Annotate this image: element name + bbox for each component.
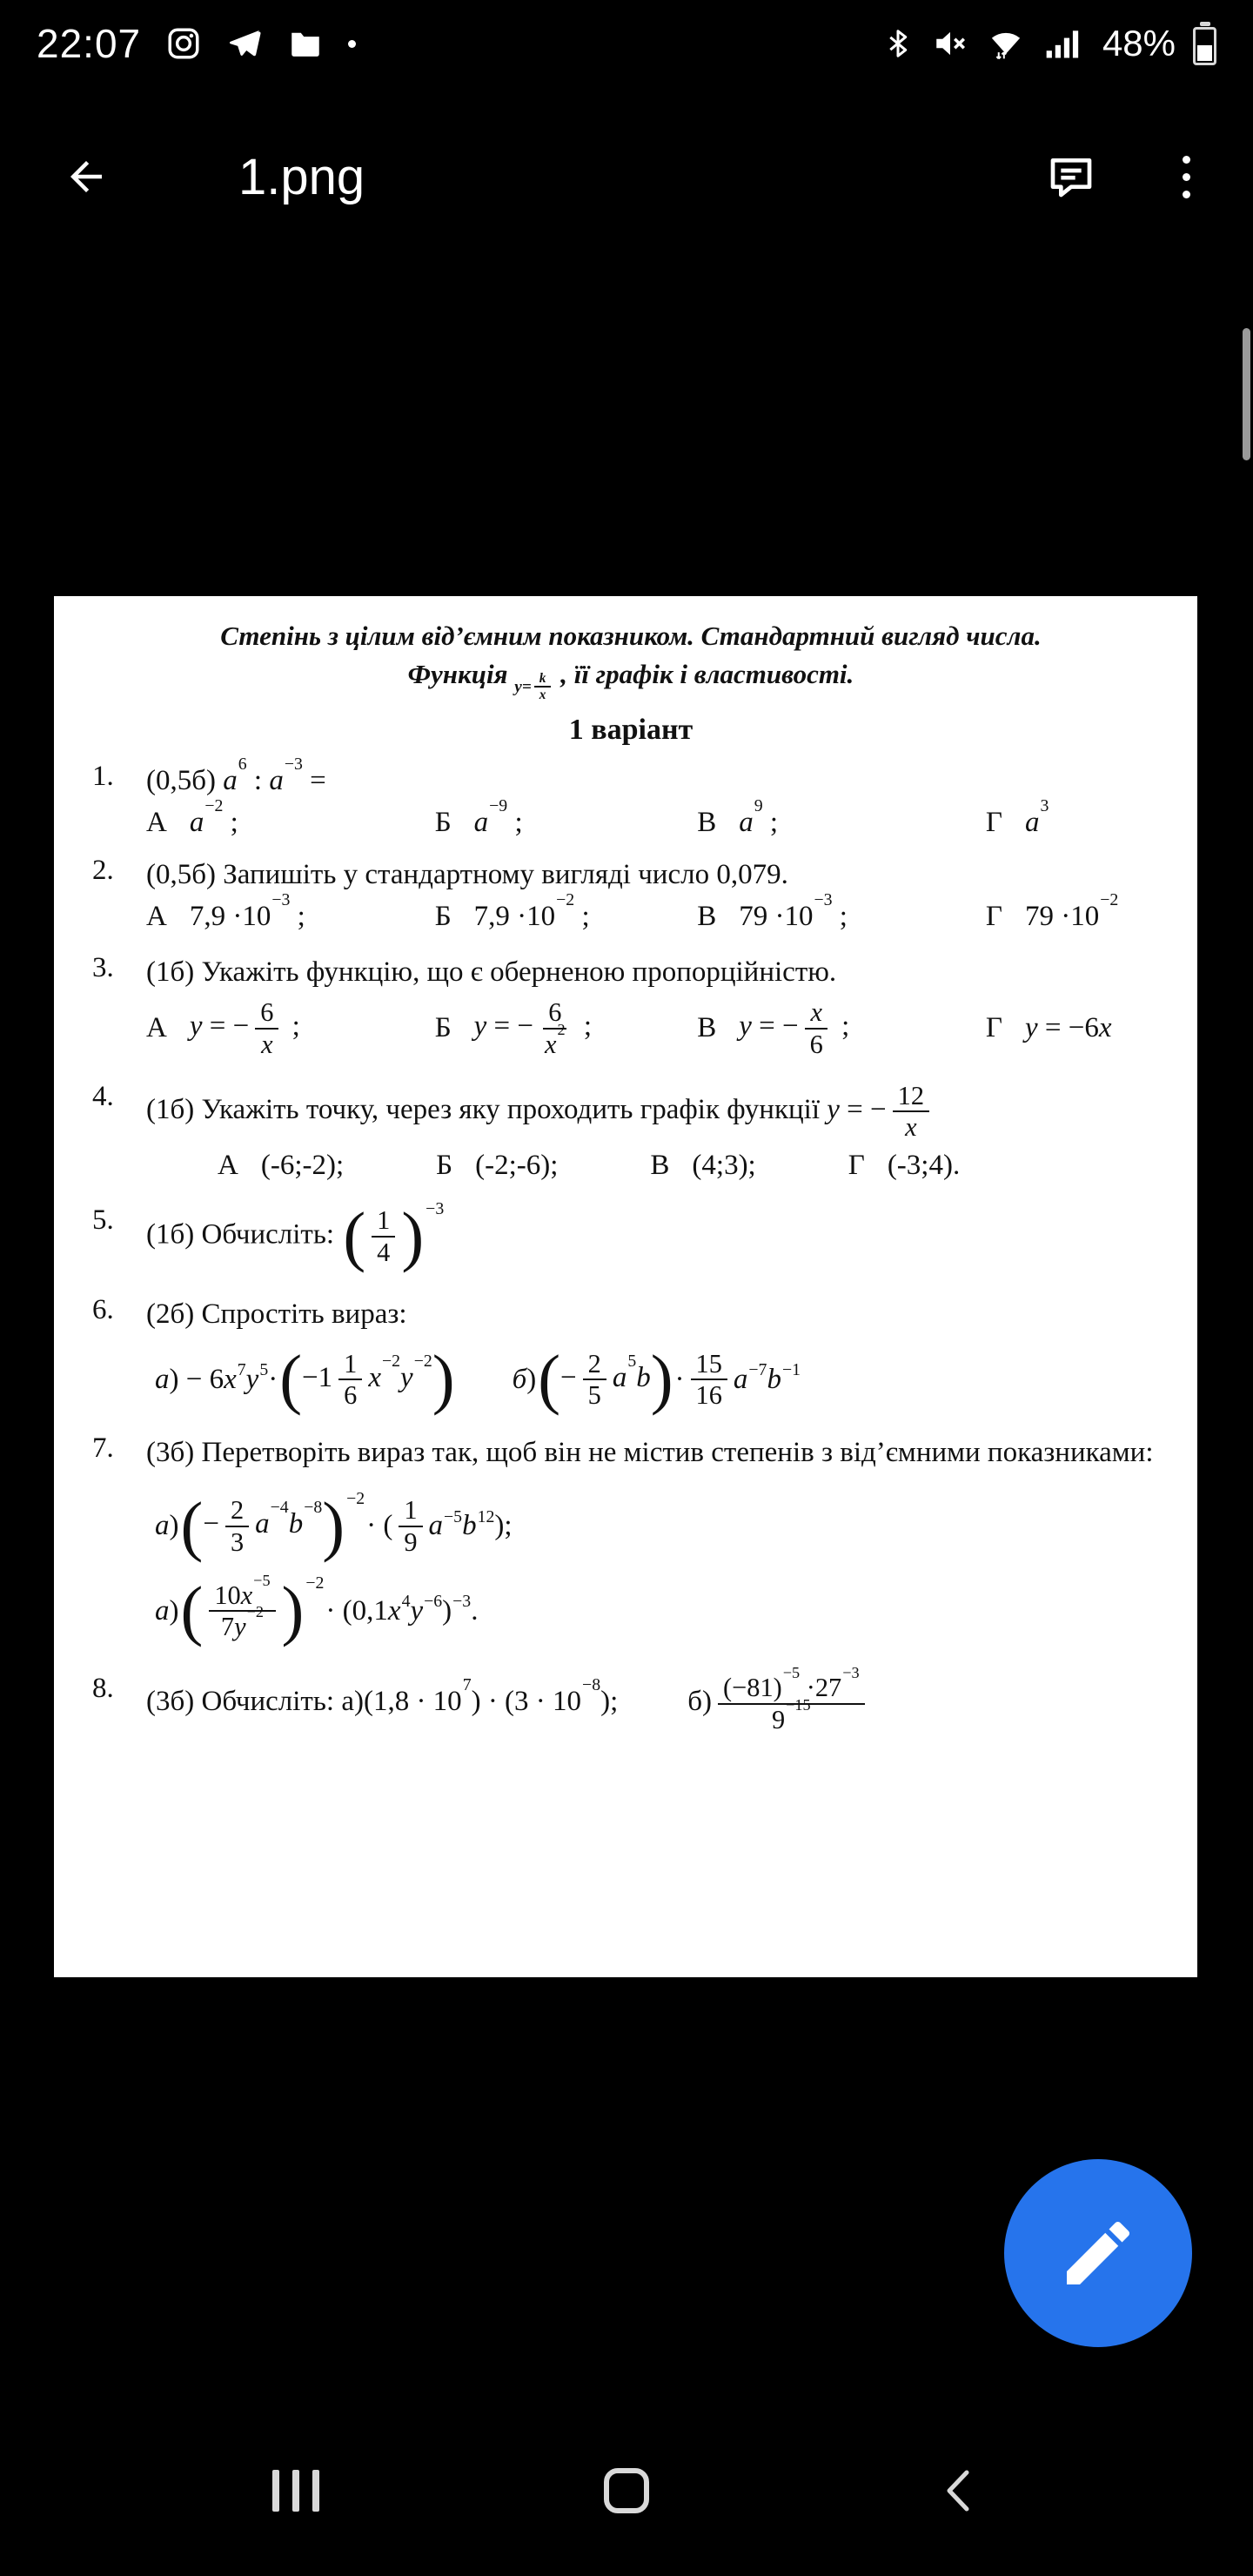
- question-body: [146, 754, 1169, 839]
- option-expression: y = − $\frac{x}{6}$ ;: [739, 997, 850, 1059]
- paren-group: ( −1 $\frac{1}{6}$ $x^{-2}y^{-2}$ ): [279, 1341, 455, 1417]
- option-label: В: [697, 1012, 717, 1044]
- paren-group: ( − $\frac{2}{5}$ $a^5b$ ): [538, 1341, 673, 1417]
- navigation-bar: [0, 2423, 1253, 2559]
- status-right: [881, 22, 1216, 65]
- question-row: [92, 754, 1169, 839]
- title-function-formula: y = $\frac{k}{x}$: [514, 671, 553, 703]
- option-label: А: [146, 900, 167, 932]
- home-icon[interactable]: [604, 2468, 649, 2513]
- question-body: [146, 1081, 1169, 1182]
- status-time: 22:07: [37, 21, 142, 66]
- options-row: [146, 889, 1169, 933]
- question-row: [92, 1197, 1169, 1273]
- option: [697, 889, 986, 933]
- title-suffix: , її графік і властивості.: [553, 659, 854, 690]
- option: [434, 795, 698, 839]
- wifi-icon: [986, 24, 1026, 63]
- fraction: $\frac{6}{x}$: [255, 997, 278, 1059]
- option-label: В: [697, 806, 717, 838]
- option: [146, 795, 435, 839]
- option-label: Б: [434, 900, 452, 932]
- status-left: [37, 20, 356, 67]
- option-label: Г: [985, 1012, 1002, 1044]
- option-expression: (-6;-2);: [260, 1149, 345, 1181]
- question-row: [92, 1664, 1169, 1734]
- question-number: 3.: [92, 951, 114, 983]
- option-expression: $a^9$ ;: [739, 795, 779, 838]
- variant-heading: 1 варіант: [568, 713, 694, 746]
- file-title: 1.png: [238, 148, 365, 205]
- option-label: А: [146, 1012, 167, 1044]
- option-expression: $a^3$: [1025, 795, 1049, 838]
- files-icon: [287, 25, 324, 62]
- option: [435, 997, 698, 1059]
- fraction: $\frac{12}{x}$: [893, 1081, 929, 1143]
- option-expression: (4;3);: [692, 1149, 756, 1181]
- question-body: [146, 952, 1169, 1060]
- battery-percent: 48%: [1102, 23, 1176, 64]
- option-label: Г: [985, 806, 1002, 838]
- question-stem: (0,5б) Запишіть у стандартному вигляді число 0,079.: [146, 858, 788, 890]
- question-stem: (2б) Спростіть вираз:: [146, 1298, 407, 1331]
- document-title-line2: [92, 655, 1169, 703]
- fraction: $\frac{1}{6}$: [338, 1349, 362, 1411]
- document-title-line1: Степінь з цілим від’ємним показником. Стандартний вигляд числа.: [220, 621, 1042, 651]
- math-expression: а ) − 6 x $^7$ y $^5$ · ( −1 $\frac{1}{6}$ $x^{-2}y^{-2}$ ) б ) ( − $\frac{2}{5}$ $a^5b$ ) · $\frac{15}{16}$ a $^{-7}$ b $^{-1}$: [155, 1341, 801, 1417]
- option-label: А: [146, 806, 167, 838]
- question-number: 5.: [92, 1204, 114, 1236]
- options-row: [146, 795, 1169, 839]
- fraction: $\frac{2}{5}$: [583, 1349, 606, 1411]
- question-body: [146, 1197, 1169, 1273]
- option: [986, 1012, 1169, 1044]
- question-number: 8.: [92, 1673, 114, 1705]
- question-stem: (1б) Укажіть точку, через яку проходить графік функції y = − $\frac{12}{x}$: [146, 1081, 1169, 1143]
- option-label: Г: [985, 900, 1002, 932]
- document-title: [92, 617, 1169, 703]
- math-expression: а ) ( − $\frac{2}{3}$ $a^{-4}b^{-8}$ ) $^{-2}$ · ( $\frac{1}{9}$ a $^{-5}$ b $^{12}$ );: [155, 1487, 513, 1563]
- option-expression: $79 \cdot 10^{-2}$: [1025, 889, 1119, 932]
- option: [218, 1150, 344, 1182]
- recents-icon[interactable]: [272, 2470, 319, 2512]
- fraction: $\frac{1}{4}$: [372, 1205, 395, 1267]
- question-number: 6.: [92, 1294, 114, 1326]
- option: [650, 1150, 755, 1182]
- question-row: [92, 952, 1169, 1060]
- option-expression: $7,9 \cdot 10^{-3}$ ;: [189, 889, 305, 932]
- question-body: [146, 855, 1169, 933]
- fraction: $\frac{15}{16}$: [691, 1349, 727, 1411]
- question-row: [92, 1432, 1169, 1648]
- option-expression: (-2;-6);: [475, 1149, 559, 1181]
- question-row: [92, 855, 1169, 933]
- question-number: 2.: [92, 854, 114, 886]
- fraction: $\frac{2}{3}$: [225, 1495, 249, 1557]
- question-stem: (1б) Обчисліть: ( $\frac{1}{4}$ ) $^{-3}$: [146, 1197, 445, 1273]
- paren-group: ( − $\frac{2}{3}$ $a^{-4}b^{-8}$ ) $^{-2}$: [180, 1487, 365, 1563]
- option: [146, 997, 435, 1059]
- question-number: 4.: [92, 1080, 114, 1112]
- telegram-icon: [226, 25, 263, 62]
- nav-back-icon[interactable]: [938, 2468, 976, 2513]
- option-expression: $a^{-2}$ ;: [189, 795, 238, 838]
- edit-fab[interactable]: [1004, 2159, 1192, 2347]
- question-body: [146, 1432, 1169, 1648]
- notification-dot: [348, 40, 356, 48]
- scrollbar[interactable]: [1243, 328, 1250, 460]
- battery-icon: [1193, 22, 1216, 65]
- option-expression: $a^{-9}$ ;: [473, 795, 523, 838]
- math-expression: а ) ( $\frac{10x^{-5}}{7y^{-2}}$ ) $^{-2}$ · (0,1 x $^4$ y $^{-6}$ ) $^{-3}$ .: [155, 1571, 479, 1648]
- question-row: [92, 1081, 1169, 1182]
- option: [985, 889, 1169, 933]
- option: [848, 1150, 960, 1182]
- status-bar: [0, 0, 1253, 87]
- fraction: $\frac{1}{9}$: [399, 1495, 422, 1557]
- signal-icon: [1043, 24, 1082, 63]
- question-stem: (1б) Укажіть функцію, що є оберненою пропорційністю.: [146, 956, 837, 988]
- question-stem: (0,5б) $a^6$ : $a^{-3}$ =: [146, 754, 326, 796]
- question-stem: (3б) Обчисліть: $а)(1,8 \cdot 10^7) \cdot (3 \cdot 10^{-8})$; б) $\frac{(-81)^{-5} \cdot 27^{-3}}{9^{-15}}$: [146, 1673, 1169, 1734]
- mute-icon: [932, 24, 968, 63]
- question-stem: (3б) Перетворіть вираз так, щоб він не містив степенів з від’ємними показниками:: [146, 1436, 1154, 1468]
- options-row: [146, 1150, 1169, 1182]
- option: [985, 795, 1169, 839]
- overflow-menu-icon[interactable]: [1183, 156, 1190, 198]
- fraction: $\frac{6}{x^2}$: [545, 997, 566, 1059]
- title-prefix: Функція: [407, 659, 515, 690]
- option: [146, 889, 435, 933]
- document[interactable]: [54, 596, 1197, 1977]
- option-expression: (-3;4).: [887, 1149, 961, 1181]
- option-label: В: [697, 900, 717, 932]
- option-label: Б: [434, 806, 452, 838]
- option-label: Г: [848, 1149, 865, 1181]
- option: [434, 889, 698, 933]
- option-label: Б: [436, 1149, 453, 1181]
- question-row: [92, 1294, 1169, 1417]
- fraction: $\frac{10x^{-5}}{7y^{-2}}$: [209, 1580, 275, 1642]
- app-bar-actions: [1047, 152, 1190, 201]
- question-body: [146, 1664, 1169, 1734]
- bluetooth-icon: [881, 24, 915, 63]
- option: [697, 795, 986, 839]
- fraction: $\frac{k}{x}$: [534, 671, 552, 703]
- option: [697, 997, 986, 1059]
- paren-group: ( $\frac{1}{4}$ ) $^{-3}$: [343, 1197, 445, 1273]
- questions-list: [92, 754, 1169, 1735]
- option-expression: $79 \cdot 10^{-3}$ ;: [739, 889, 848, 932]
- option-expression: y = −6x: [1025, 1012, 1112, 1044]
- app-bar: [0, 103, 1253, 251]
- option-expression: y = − $\frac{6}{x^2}$ ;: [473, 997, 593, 1059]
- fraction: $\frac{x}{6}$: [805, 997, 828, 1059]
- back-arrow-icon[interactable]: [63, 153, 110, 200]
- options-row: [146, 997, 1169, 1059]
- option-expression: $7,9 \cdot 10^{-2}$ ;: [473, 889, 590, 932]
- question-body: [146, 1294, 1169, 1417]
- pencil-icon: [1056, 2211, 1140, 2295]
- option-label: А: [218, 1149, 238, 1181]
- comment-icon[interactable]: [1047, 152, 1096, 201]
- option-label: Б: [434, 1012, 452, 1044]
- option-label: В: [650, 1149, 670, 1181]
- option-expression: y = − $\frac{6}{x}$ ;: [189, 997, 300, 1059]
- fraction: $\frac{(-81)^{-5} \cdot 27^{-3}}{9^{-15}}$: [718, 1673, 865, 1734]
- paren-group: ( $\frac{10x^{-5}}{7y^{-2}}$ ) $^{-2}$: [180, 1571, 325, 1648]
- question-number: 7.: [92, 1432, 114, 1464]
- option: [436, 1150, 558, 1182]
- question-number: 1.: [92, 760, 114, 792]
- instagram-icon: [165, 25, 202, 62]
